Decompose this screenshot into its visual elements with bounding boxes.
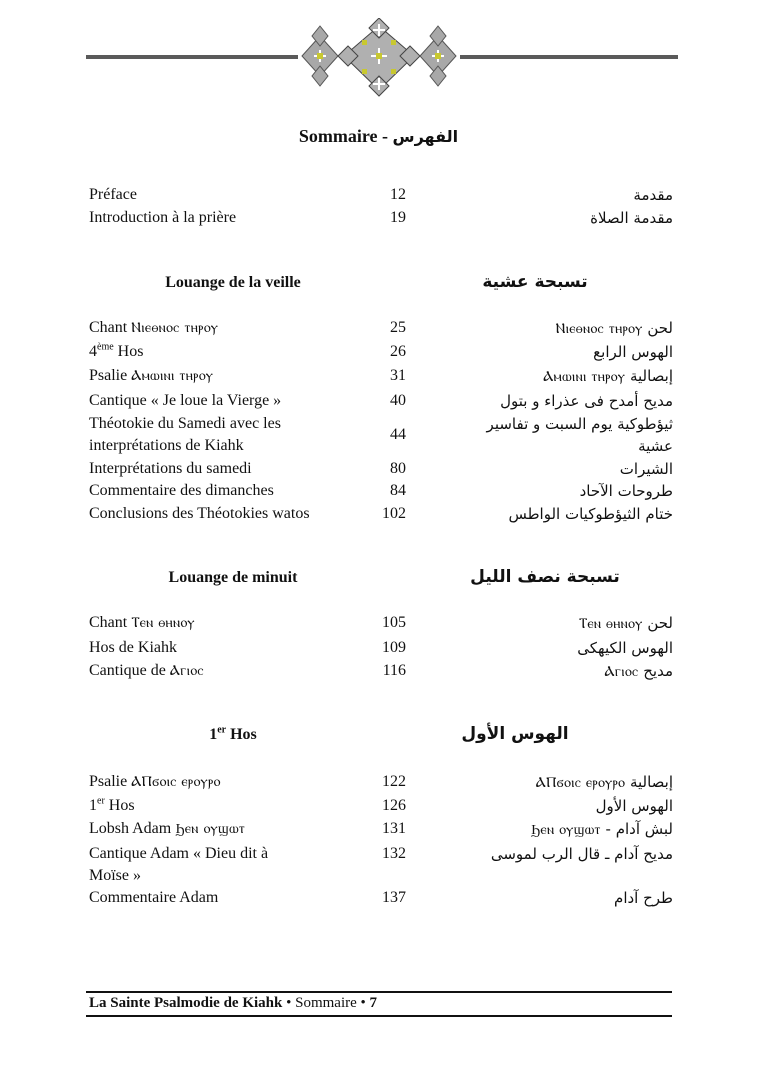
entry-page: 109 [382,639,406,656]
entry-title-fr: Préface [89,186,137,203]
entry-page: 102 [382,505,406,522]
entry-title-ar: لحن [642,319,673,337]
entry-title-ar: طروحات الآحاد [579,482,673,500]
entry-superscript: er [97,795,105,807]
entry-title-fr: Hos [104,797,135,814]
entry-coptic-ar: Ϧⲉⲛ ⲟⲩϣⲱⲧ [530,822,601,838]
footer-bullet: • [360,995,366,1011]
entry-page: 44 [390,426,406,443]
section-superscript: er [217,724,227,736]
entry-title-ar: مديح [638,662,673,680]
entry-title-ar: طرح آدام [614,889,673,907]
entry-title-fr: Commentaire des dimanches [89,482,274,499]
section-heading-fr: Louange de minuit [168,569,298,586]
page-footer [89,995,377,1012]
entry-title-fr-line2: interprétations de Kiahk [89,437,244,454]
footer-rule-top [86,991,672,993]
section-heading-ar: الهوس الأول [461,724,569,744]
entry-title-fr-line2: Moïse » [89,867,141,884]
entry-title-ar: مقدمة [633,186,673,204]
entry-title-fr-line1: Théotokie du Samedi avec les [89,415,281,432]
entry-page: 122 [382,773,406,790]
section-heading-ar: تسبحة عشية [482,272,588,292]
entry-coptic-ar: ⲀⲠϭⲟⲓⲥ ⲉⲣⲟⲩⲣⲟ [535,775,626,791]
entry-page: 105 [382,614,406,631]
entry-title-ar: إبصالية [625,773,673,791]
toc-entry[interactable] [89,413,673,457]
footer-section: Sommaire [295,995,357,1011]
entry-title-ar: إبصالية [625,367,673,385]
entry-title-fr: Psalie [89,367,132,384]
entry-title-ar: الهوس الأول [595,797,673,815]
entry-title-fr: Conclusions des Théotokies watos [89,505,310,522]
entry-title-fr: Commentaire Adam [89,889,219,906]
footer-bullet: • [286,995,292,1011]
entry-title-fr: Hos [113,343,144,360]
entry-title-fr: Chant [89,319,132,336]
title-fr: Sommaire [298,126,378,146]
section-heading-fr: Louange de la veille [165,274,301,291]
entry-title-ar: الشيرات [619,460,673,478]
footer-book-title: La Sainte Psalmodie de Kiahk [89,995,283,1011]
entry-title-ar-line1: ثيؤطوكية يوم السبت و تفاسير [486,415,673,433]
title-ar: الفهرس [392,127,459,146]
section-number: 1 [209,726,218,743]
entry-title-fr: Cantique « Je loue la Vierge » [89,392,282,409]
entry-page: 137 [382,889,406,906]
entry-coptic-fr: Ⲛⲓⲉⲑⲛⲟⲥ ⲧⲏⲣⲟⲩ [131,320,219,336]
toc-entry[interactable] [89,843,673,887]
entry-coptic-fr: Ⲁⲅⲓⲟⲥ [169,663,204,679]
entry-page: 80 [390,460,406,477]
entry-title-fr: Hos de Kiahk [89,639,177,656]
coptic-cross-ornament-icon [298,18,460,98]
entry-title-ar: مقدمة الصلاة [590,209,673,227]
entry-page: 12 [390,186,406,203]
entry-title-fr: Introduction à la prière [89,209,237,226]
entry-coptic-ar: Ⲛⲓⲉⲑⲛⲟⲥ ⲧⲏⲣⲟⲩ [555,321,643,337]
entry-number: 4 [89,343,97,360]
entry-title-fr: Interprétations du samedi [89,460,252,477]
entry-title-ar: ختام الثيؤطوكيات الواطس [508,505,673,523]
footer-rule-bottom [86,1015,672,1017]
entry-title-fr: Lobsh Adam [89,820,176,837]
entry-title-fr: Cantique de [89,662,170,679]
section-title: Hos [226,726,257,743]
entry-coptic-fr: Ϧⲉⲛ ⲟⲩϣⲱⲧ [175,821,246,837]
entry-coptic-fr: Ⲧⲉⲛ ⲑⲏⲛⲟⲩ [131,615,195,631]
entry-coptic-ar: Ⲧⲉⲛ ⲑⲏⲛⲟⲩ [578,616,643,632]
entry-title-ar: مديح آدام ـ قال الرب لموسى [490,845,673,863]
entry-title-ar: لحن [642,614,673,632]
entry-page: 25 [390,319,406,336]
entry-title-ar: الهوس الكيهكى [577,639,673,657]
entry-page: 19 [390,209,406,226]
entry-title-fr: Chant [89,614,132,631]
entry-title-ar-line2: عشية [638,437,673,455]
entry-number: 1 [89,797,97,814]
entry-page: 116 [382,662,406,679]
section-heading-fr [89,726,377,744]
entry-title-ar: مديح أمدح فى عذراء و بتول [500,392,673,410]
entry-title-ar: لبش آدام - [600,820,673,838]
entry-page: 84 [390,482,406,499]
entry-page: 126 [382,797,406,814]
entry-page: 132 [382,845,406,862]
footer-page-number: 7 [369,995,378,1011]
entry-title-fr: Psalie [89,773,132,790]
entry-coptic-ar: Ⲁⲙⲱⲓⲛⲓ ⲧⲏⲣⲟⲩ [543,369,626,385]
entry-coptic-fr: Ⲁⲙⲱⲓⲛⲓ ⲧⲏⲣⲟⲩ [131,368,214,384]
title-separator: - [377,126,393,146]
entry-page: 26 [390,343,406,360]
entry-page: 31 [390,367,406,384]
entry-page: 131 [382,820,406,837]
entry-coptic-ar: Ⲁⲅⲓⲟⲥ [604,664,639,680]
entry-title-ar: الهوس الرابع [593,343,673,361]
section-heading-ar: تسبحة نصف الليل [470,567,620,587]
page-title [0,126,757,147]
entry-page: 40 [390,392,406,409]
entry-superscript: ème [97,341,114,353]
entry-title-fr-line1: Cantique Adam « Dieu dit à [89,845,269,862]
entry-coptic-fr: ⲀⲠϭⲟⲓⲥ ⲉⲣⲟⲩⲣⲟ [131,774,221,790]
